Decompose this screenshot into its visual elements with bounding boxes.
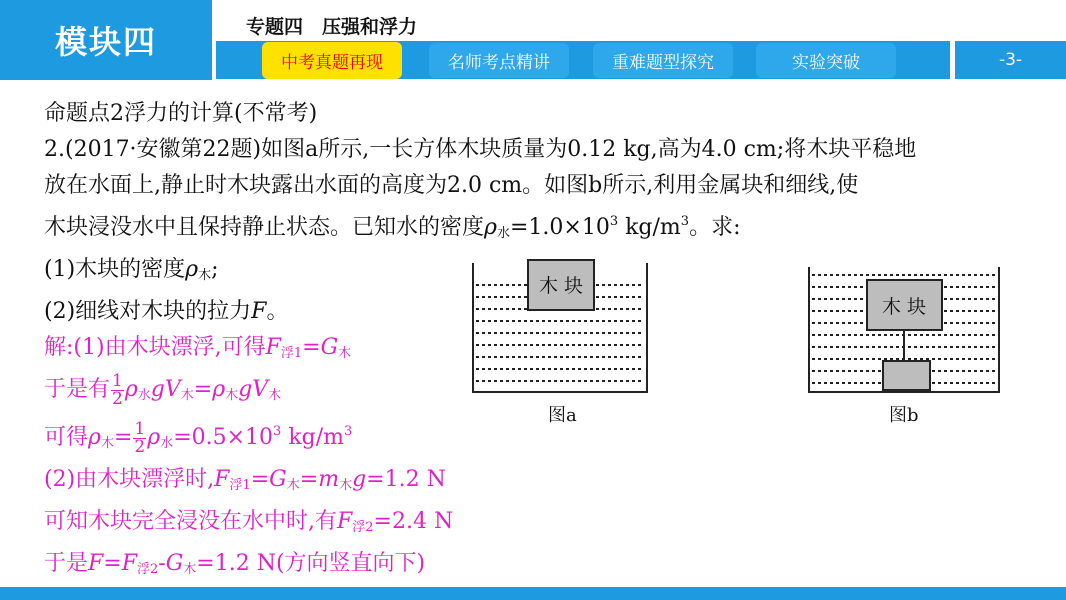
figure-b-caption: 图b [889, 405, 919, 426]
figure-a [470, 255, 650, 400]
figure-a-caption: 图a [548, 405, 577, 426]
answer-line-4: (2)由木块漂浮时$,F_{浮1}=G_木=m_木g=1.2$ N [44, 467, 446, 493]
tab-teacher-points[interactable]: 名师考点精讲 [429, 43, 569, 78]
figure-b [806, 265, 1002, 397]
tab-exam-review[interactable]: 中考真题再现 [262, 42, 402, 79]
wood-block-a-label: 木 块 [538, 275, 584, 297]
wood-block-b-label: 木 块 [881, 296, 927, 318]
fraction-half: $\frac{1}{2}$ [134, 418, 146, 457]
answer-line-5: 可知木块完全浸没在水中时,有$F_{浮2}=2.4$ N [44, 509, 454, 535]
question-heading: 命题点2浮力的计算(不常考) [44, 101, 318, 126]
page-number: -3- [955, 41, 1066, 79]
question-stem-line-1: 2.(2017·安徽第22题)如图a所示,一长方体木块质量为0.12 kg,高为4.0 cm;将木块平稳地 [44, 137, 917, 162]
question-stem-line-3: 木块浸没水中且保持静止状态。已知水的密度$\rho_水=1.0\times 10^3$ $kg/m^3$。求: [44, 214, 741, 241]
answer-line-3: 可得$\rho_木=$ $\frac{1}{2}$ $\rho_水=0.5\times 10^3$ $kg/m^3$ [44, 418, 353, 457]
topic-title: 专题四 压强和浮力 [246, 16, 418, 38]
tab-question-types[interactable]: 重难题型探究 [593, 43, 733, 78]
tab-experiments[interactable]: 实验突破 [756, 43, 896, 78]
question-part-1: (1)木块的密度$\rho_木$; [44, 257, 219, 283]
answer-line-1: 解:(1)由木块漂浮,可得$F_{浮1}=G_木$ [44, 335, 352, 361]
question-stem-line-2: 放在水面上,静止时木块露出水面的高度为2.0 cm。如图b所示,利用金属块和细线,使 [44, 173, 859, 198]
answer-line-2: 于是有 $\frac{1}{2}$ $\rho_水gV_木=\rho_木gV_木$ [44, 370, 282, 409]
answer-line-6: 于是$F=F_{浮2}-G_木=1.2$ N(方向竖直向下) [44, 551, 426, 577]
bottom-bar [0, 587, 1066, 600]
module-title: 模块四 [54, 23, 157, 61]
fraction-half: $\frac{1}{2}$ [112, 370, 123, 409]
question-part-2: (2)细线对木块的拉力F。 [44, 299, 289, 324]
metal-block-b [883, 361, 930, 390]
